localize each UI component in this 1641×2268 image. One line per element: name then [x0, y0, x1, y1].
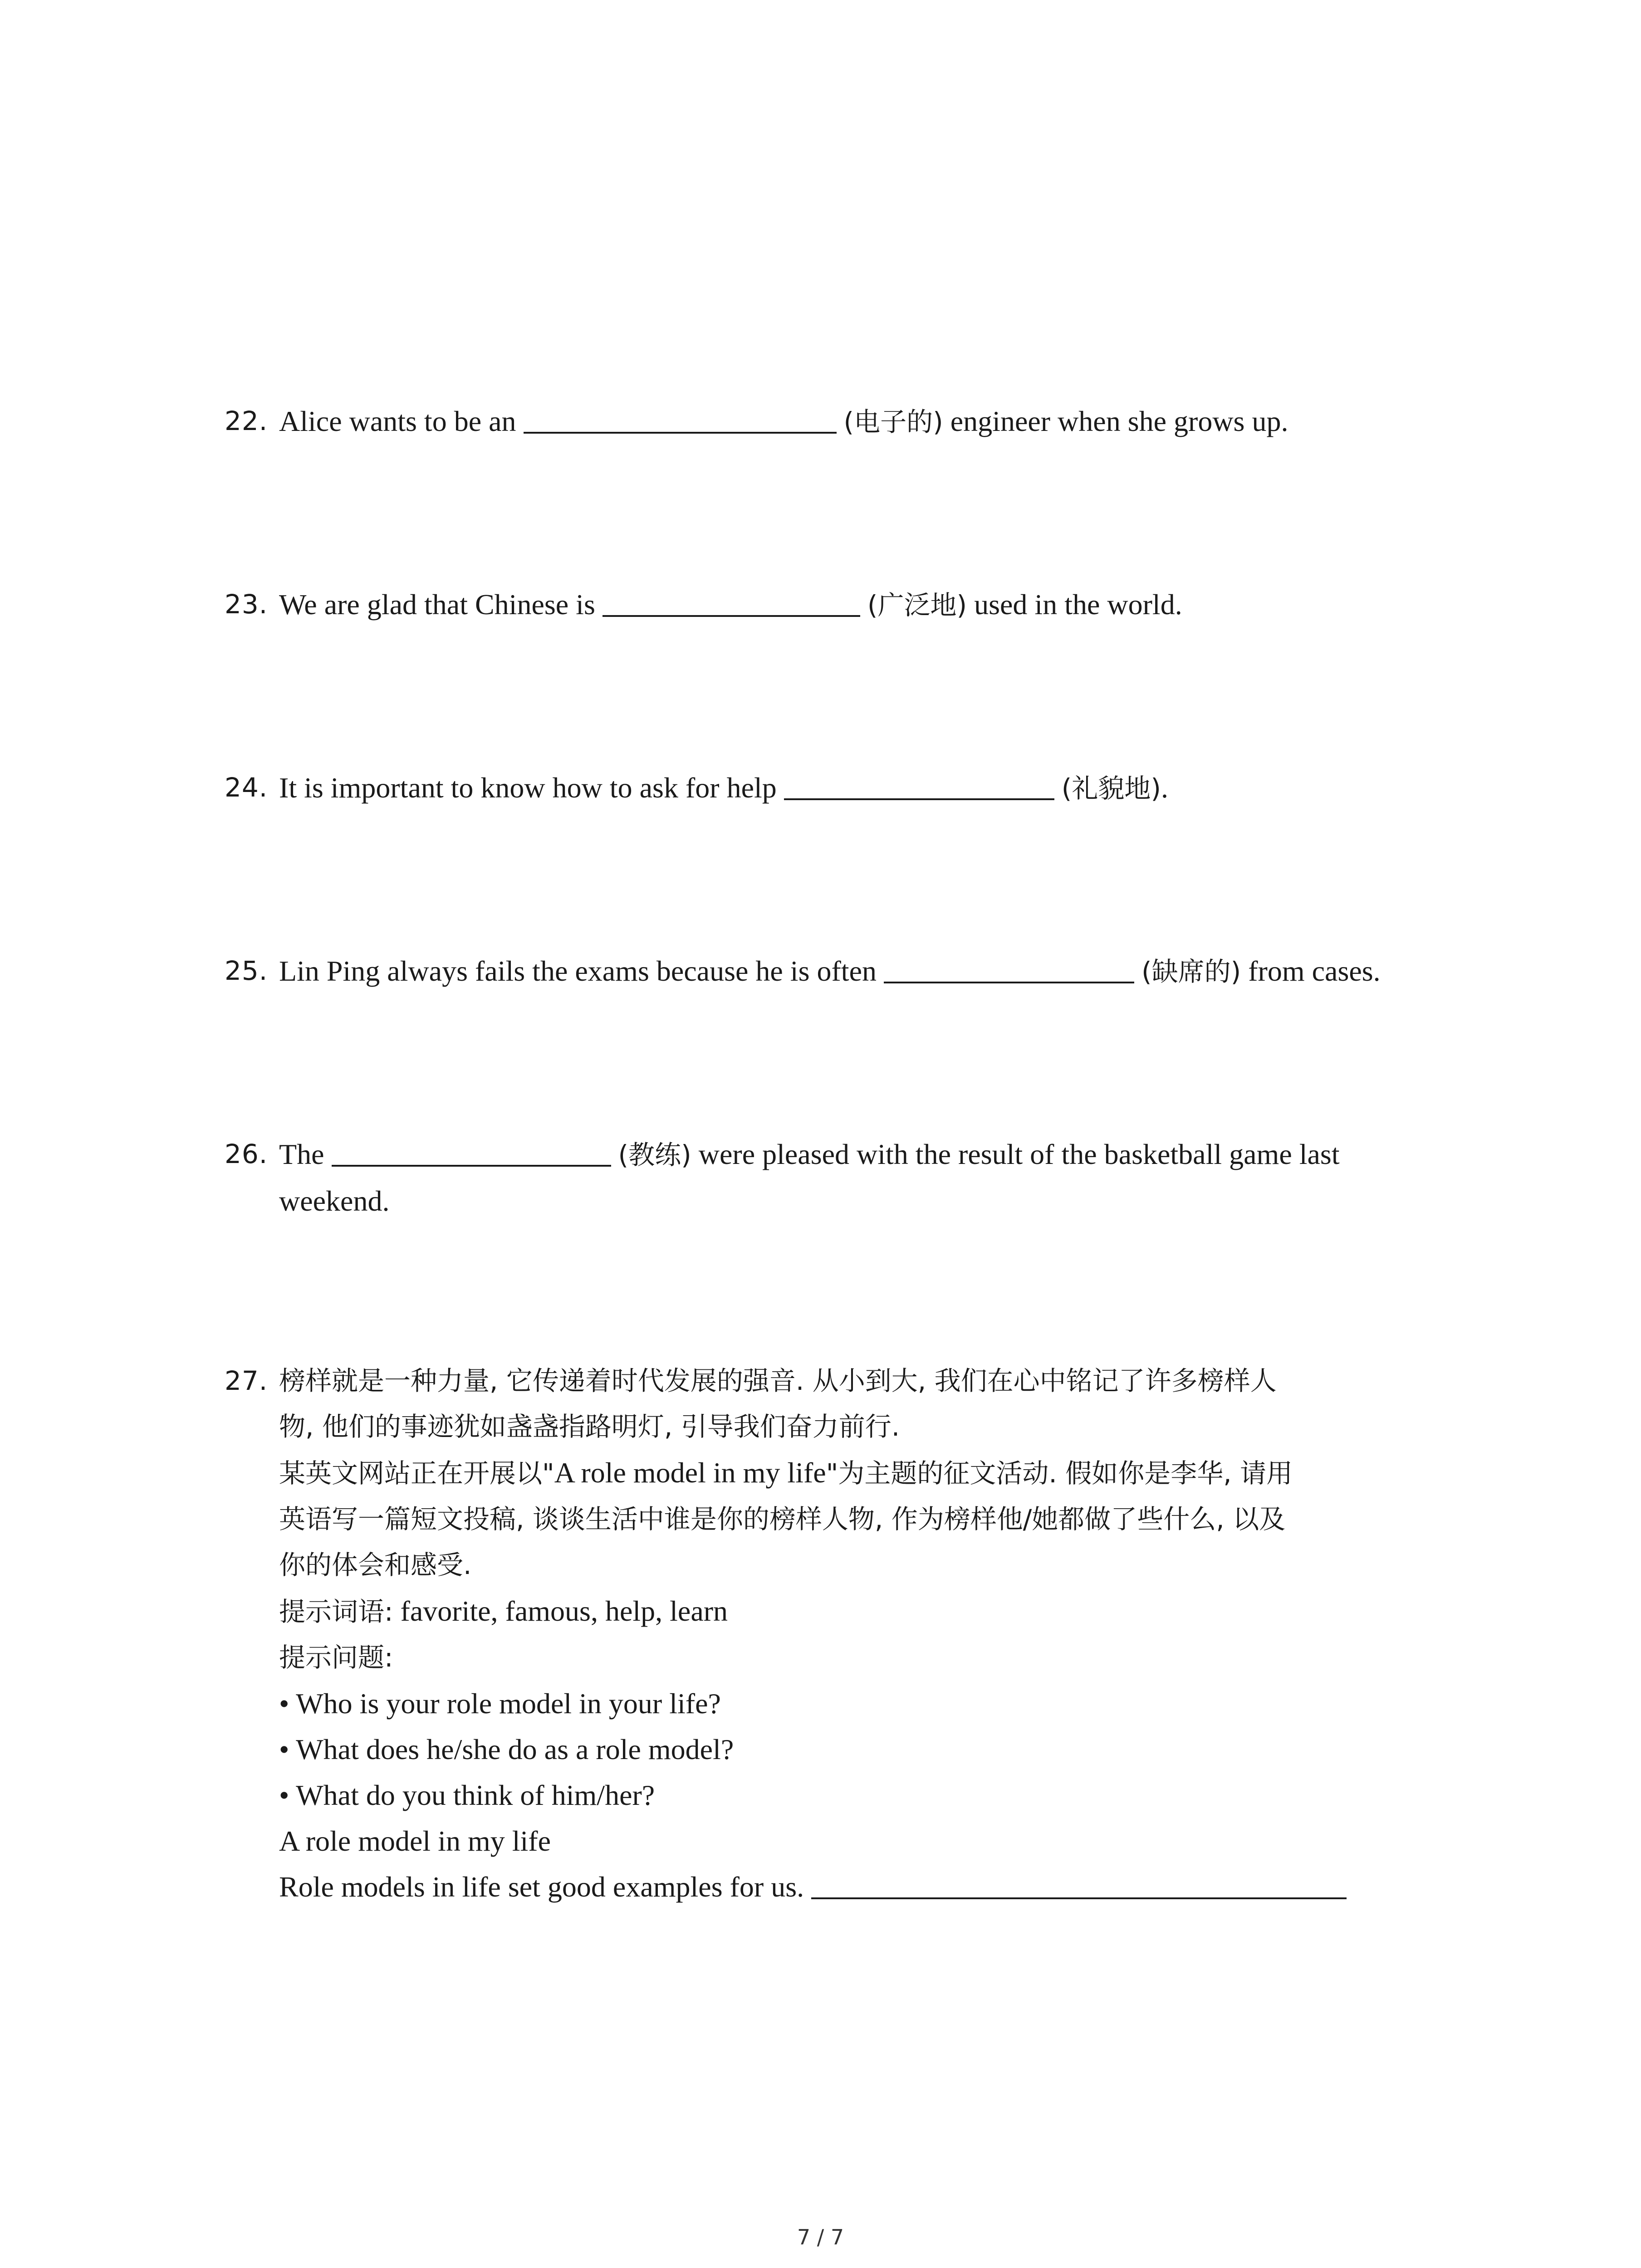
question-tail: engineer when she grows up.	[950, 405, 1288, 437]
question-number: 26.	[225, 1139, 268, 1169]
essay-writing-blank[interactable]	[811, 1868, 1347, 1899]
hint-words	[279, 1588, 1459, 1635]
question-number: 25.	[225, 955, 268, 986]
question-tail: were pleased with the result of the basketball game last	[698, 1138, 1340, 1170]
question-22	[225, 398, 1459, 445]
question-lead: The	[279, 1138, 324, 1170]
question-tail: used in the world.	[974, 588, 1182, 621]
word-hint: (广泛地)	[867, 590, 967, 621]
question-tail: from cases.	[1248, 955, 1381, 987]
question-lead: Lin Ping always fails the exams because he is often	[279, 955, 877, 987]
question-text	[279, 398, 1459, 445]
hint-questions-label: 提示问题:	[279, 1642, 393, 1673]
word-hint: (礼貌地)	[1061, 773, 1161, 804]
answer-blank[interactable]	[884, 953, 1134, 983]
question-23	[225, 582, 1459, 628]
essay-opening: Role models in life set good examples for us.	[279, 1871, 804, 1903]
essay-task-line: 英语写一篇短文投稿, 谈谈生活中谁是你的榜样人物, 作为榜样他/她都做了些什么, 以及	[279, 1504, 1286, 1535]
question-tail: .	[1161, 772, 1169, 804]
answer-blank[interactable]	[524, 403, 837, 434]
question-text	[279, 948, 1459, 995]
question-number: 27.	[225, 1365, 268, 1396]
question-number: 24.	[225, 772, 268, 803]
question-26	[225, 1131, 1459, 1224]
question-24	[225, 765, 1459, 811]
question-text	[279, 1131, 1459, 1224]
question-lead: We are glad that Chinese is	[279, 588, 595, 621]
page-number: 7 / 7	[797, 2225, 844, 2249]
word-hint: (电子的)	[843, 406, 943, 437]
question-number: 22.	[225, 406, 268, 436]
essay-topic: A role model in my life	[554, 1457, 826, 1489]
essay-intro-line: 物, 他们的事迹犹如盏盏指路明灯, 引导我们奋力前行.	[279, 1411, 900, 1442]
hint-question: • What does he/she do as a role model?	[279, 1733, 734, 1765]
essay-prompt	[279, 1358, 1459, 1910]
hint-question: • What do you think of him/her?	[279, 1779, 655, 1811]
answer-blank[interactable]	[332, 1136, 611, 1167]
answer-blank[interactable]	[784, 769, 1054, 800]
question-lead: It is important to know how to ask for help	[279, 772, 777, 804]
question-27	[225, 1358, 1459, 1910]
word-hint: (缺席的)	[1141, 956, 1241, 987]
hint-question: • Who is your role model in your life?	[279, 1687, 721, 1720]
essay-opening-line	[279, 1864, 1459, 1910]
essay-intro-line: 榜样就是一种力量, 它传递着时代发展的强音. 从小到大, 我们在心中铭记了许多榜样人	[279, 1365, 1277, 1396]
hint-words-label: 提示词语:	[279, 1596, 393, 1627]
word-hint: (教练)	[618, 1139, 691, 1170]
hint-words-list: favorite, famous, help, learn	[400, 1595, 728, 1627]
question-25	[225, 948, 1459, 995]
question-continuation: weekend.	[279, 1185, 390, 1217]
essay-title: A role model in my life	[279, 1825, 551, 1857]
question-number: 23.	[225, 589, 268, 620]
question-lead: Alice wants to be an	[279, 405, 516, 437]
question-text	[279, 582, 1459, 628]
essay-task-line: 你的体会和感受.	[279, 1549, 472, 1580]
answer-blank[interactable]	[603, 586, 860, 617]
question-text	[279, 765, 1459, 811]
essay-task-line: 某英文网站正在开展以"A role model in my life"为主题的征文活动. 假如你是李华, 请用	[279, 1457, 1293, 1489]
